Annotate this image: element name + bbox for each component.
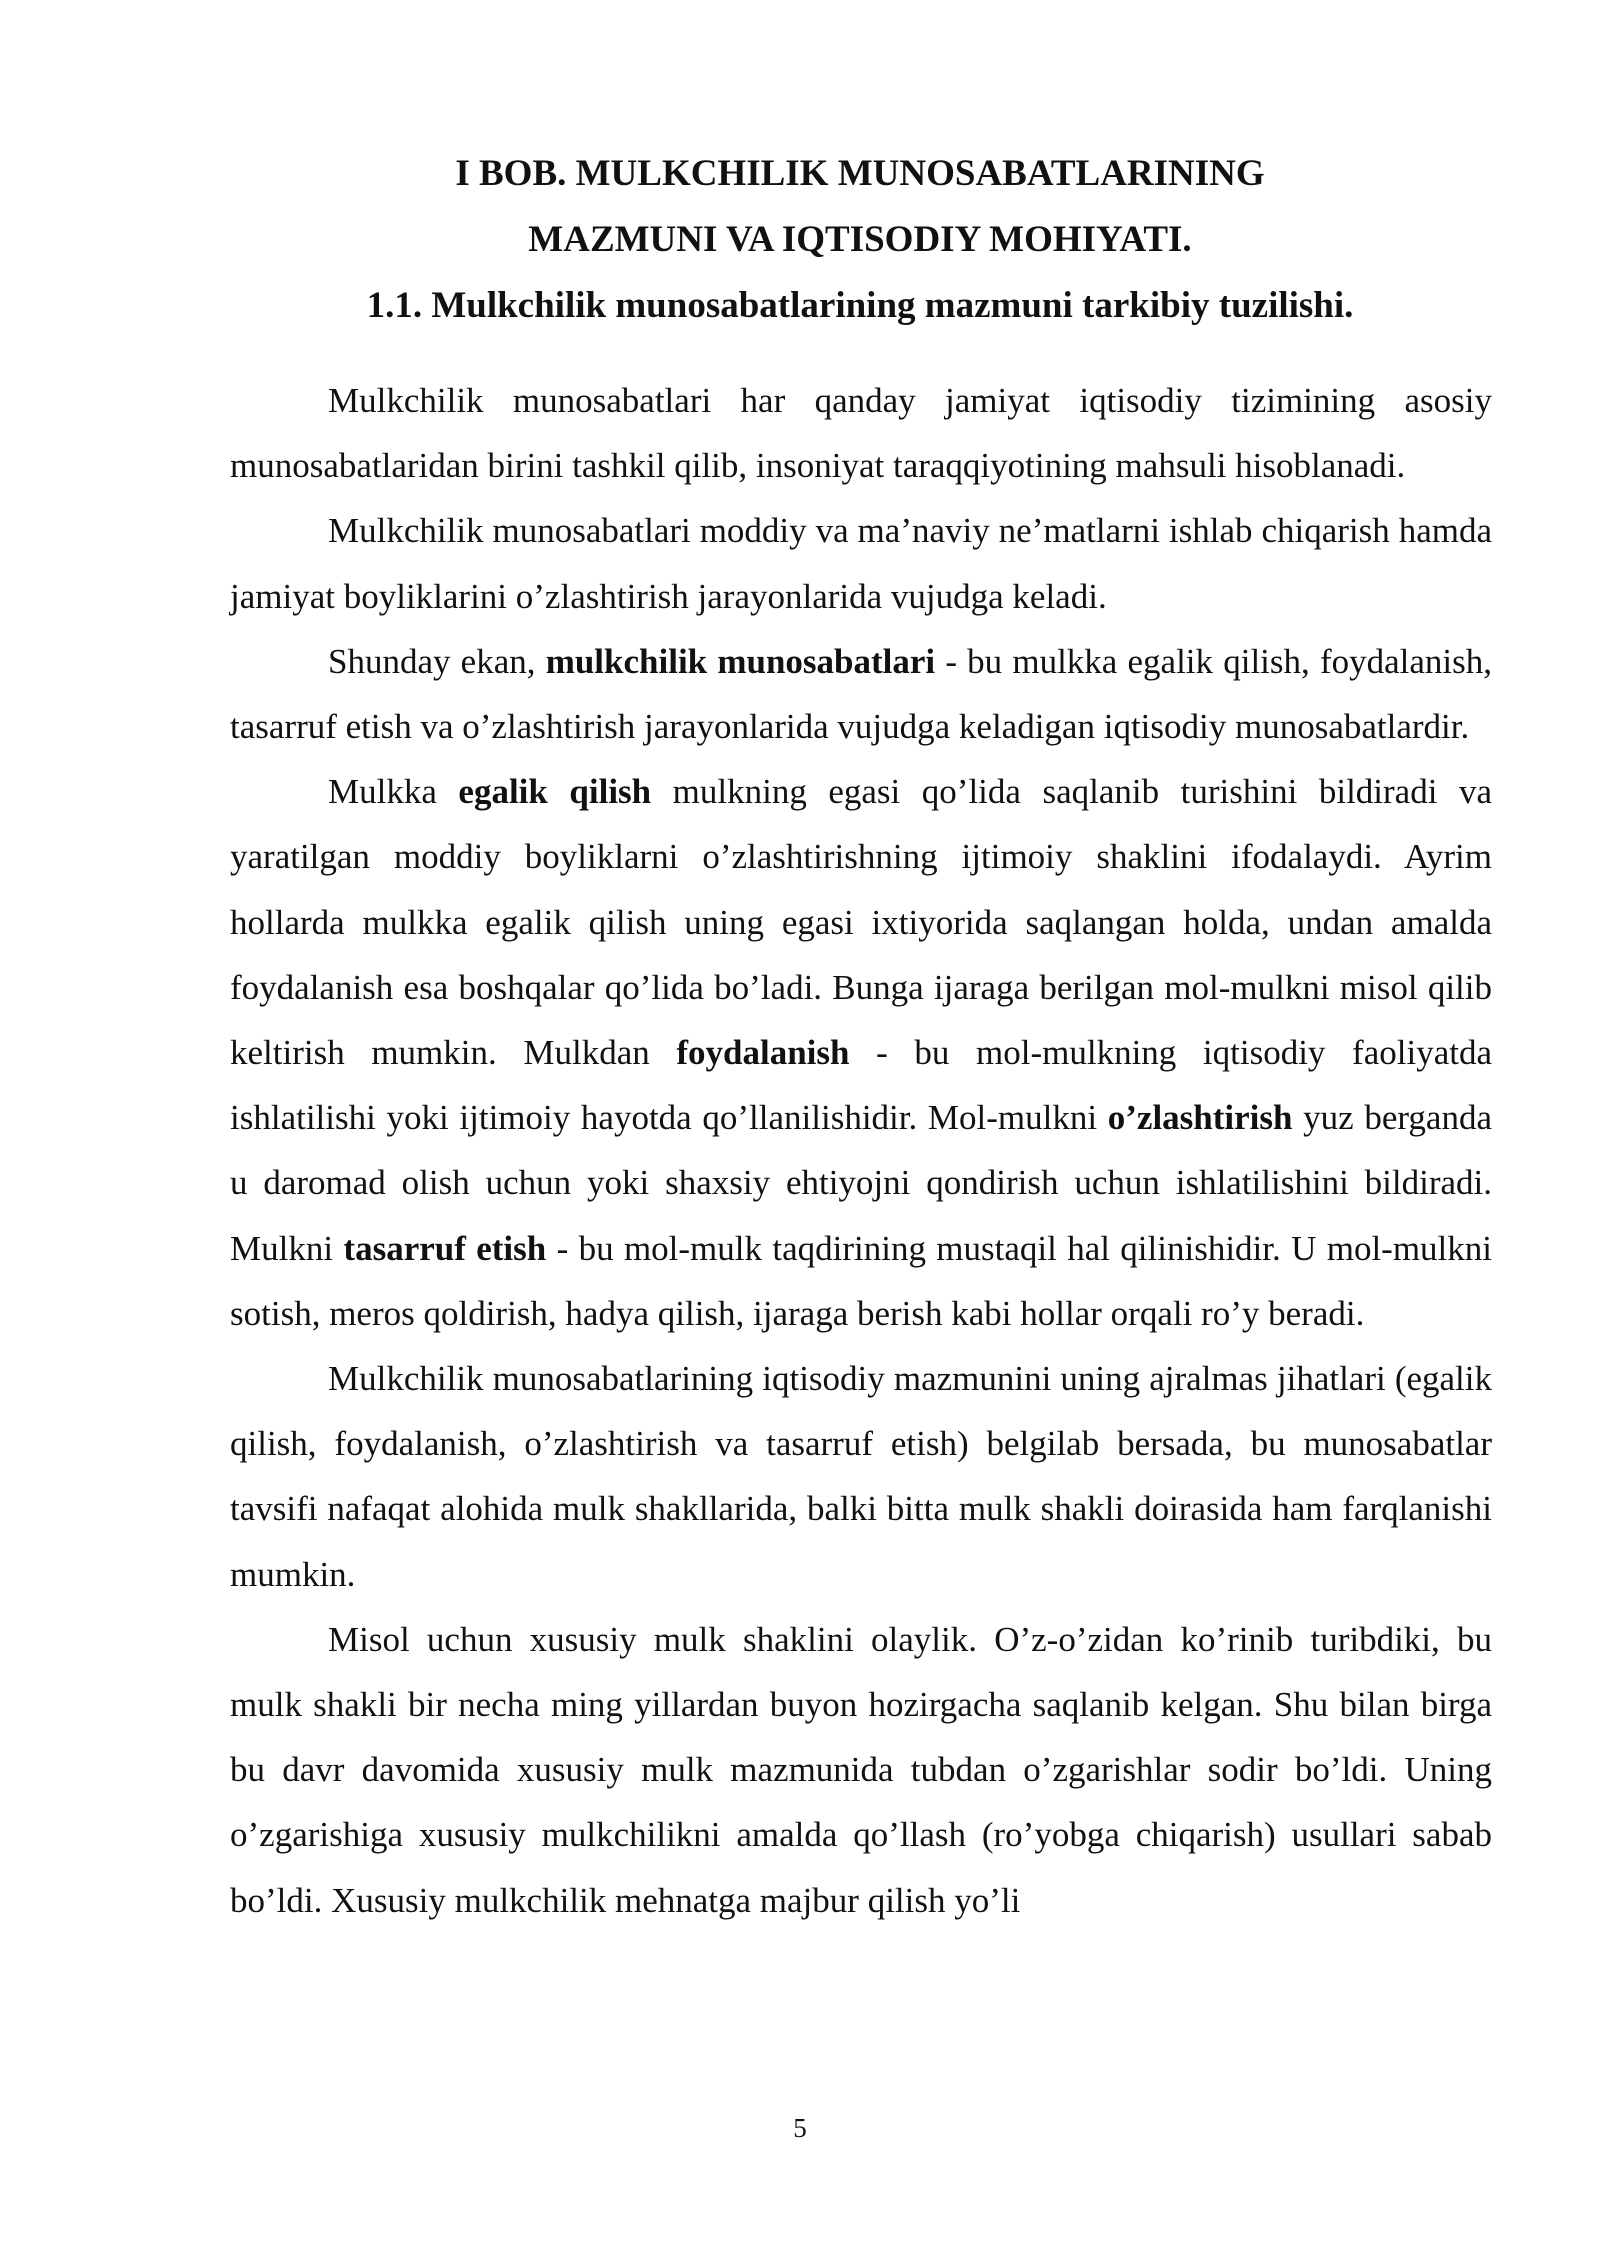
paragraph-6: Misol uchun xususiy mulk shaklini olaylik. O’z-o’zidan ko’rinib turibdiki, bu mulk shakli bir necha ming yillardan buyon hozirgacha saqlanib kelgan. Shu bilan birga bu davr davomida xususiy mulk mazmunida tubdan o’zgarishlar sodir bo’ldi. Uning o’zgarishiga xususiy mulkchilikni amalda qo’llash (ro’yobga chiqarish) usullari sabab bo’ldi. Xususiy mulkchilik mehnatga majbur qilish yo’li (230, 1619, 1492, 1920)
chapter-title-line-1: I BOB. MULKCHILIK MUNOSABATLARINING (455, 153, 1265, 194)
term-tasarruf-etish: tasarruf etish (343, 1228, 547, 1268)
paragraph-1: Mulkchilik munosabatlari har qanday jamiyat iqtisodiy tizimining asosiy munosabatlaridan birini tashkil qilib, insoniyat taraqqiyotining mahsuli hisoblanadi. (230, 381, 1492, 486)
page-number: 5 (793, 2113, 807, 2143)
paragraph-3 (230, 629, 1492, 759)
paragraph-4-text-g: yuz berganda u daromad olish uchun yoki shaxsiy ehtiyojni qondirish uchun ishlatilishini bildiradi. Mulkni (230, 1098, 1493, 1268)
term-ozlashtirish: o’zlashtirish (1107, 1098, 1293, 1138)
paragraph-3-text-a: Shunday ekan, (328, 641, 546, 681)
paragraph-4-text-e: - bu mol-mulkning iqtisodiy faoliyatda ishlatilishi yoki ijtimoiy hayotda qo’llanilishidir. Mol-mulkni (230, 1033, 1492, 1138)
body-text (230, 368, 1492, 1933)
paragraph-4-text-a: Mulkka (328, 772, 459, 812)
paragraph-4-text-i: - bu mol-mulk taqdirining mustaqil hal qilinishidir. U mol-mulkni sotish, meros qoldirish, hadya qilish, ijaraga berish kabi hollar orqali ro’y beradi. (230, 1228, 1492, 1333)
term-egalik-qilish: egalik qilish (458, 772, 652, 812)
term-foydalanish: foydalanish (676, 1033, 850, 1073)
paragraph-4-text-c: mulkning egasi qo’lida saqlanib turishini bildiradi va yaratilgan moddiy boyliklarni o’zlashtirishning ijtimoiy shaklini ifodalaydi. Ayrim hollarda mulkka egalik qilish uning egasi ixtiyorida saqlangan holda, undan amalda foydalanish esa boshqalar qo’lida bo’ladi. Bunga ijaraga berilgan mol-mulkni misol qilib keltirish mumkin. Mulkdan (230, 772, 1492, 1073)
section-title: 1.1. Mulkchilik munosabatlarining mazmuni tarkibiy tuzilishi. (366, 285, 1354, 326)
paragraph-5: Mulkchilik munosabatlarining iqtisodiy mazmunini uning ajralmas jihatlari (egalik qilish, foydalanish, o’zlashtirish va tasarruf etish) belgilab bersada, bu munosabatlar tavsifi nafaqat alohida mulk shakllarida, balki bitta mulk shakli doirasida ham farqlanishi mumkin. (230, 1359, 1492, 1594)
paragraph-2: Mulkchilik munosabatlari moddiy va ma’naviy ne’matlarni ishlab chiqarish hamda jamiyat boyliklarini o’zlashtirish jarayonlarida vujudga keladi. (230, 511, 1492, 616)
chapter-title-line-2: MAZMUNI VA IQTISODIY MOHIYATI. (528, 219, 1192, 260)
term-mulkchilik-munosabatlari: mulkchilik munosabatlari (545, 641, 936, 681)
paragraph-3-text-c: - bu mulkka egalik qilish, foydalanish, tasarruf etish va o’zlashtirish jarayonlarida vujudga keladigan iqtisodiy munosabatlardir. (230, 641, 1492, 747)
paragraph-4 (230, 759, 1492, 1346)
